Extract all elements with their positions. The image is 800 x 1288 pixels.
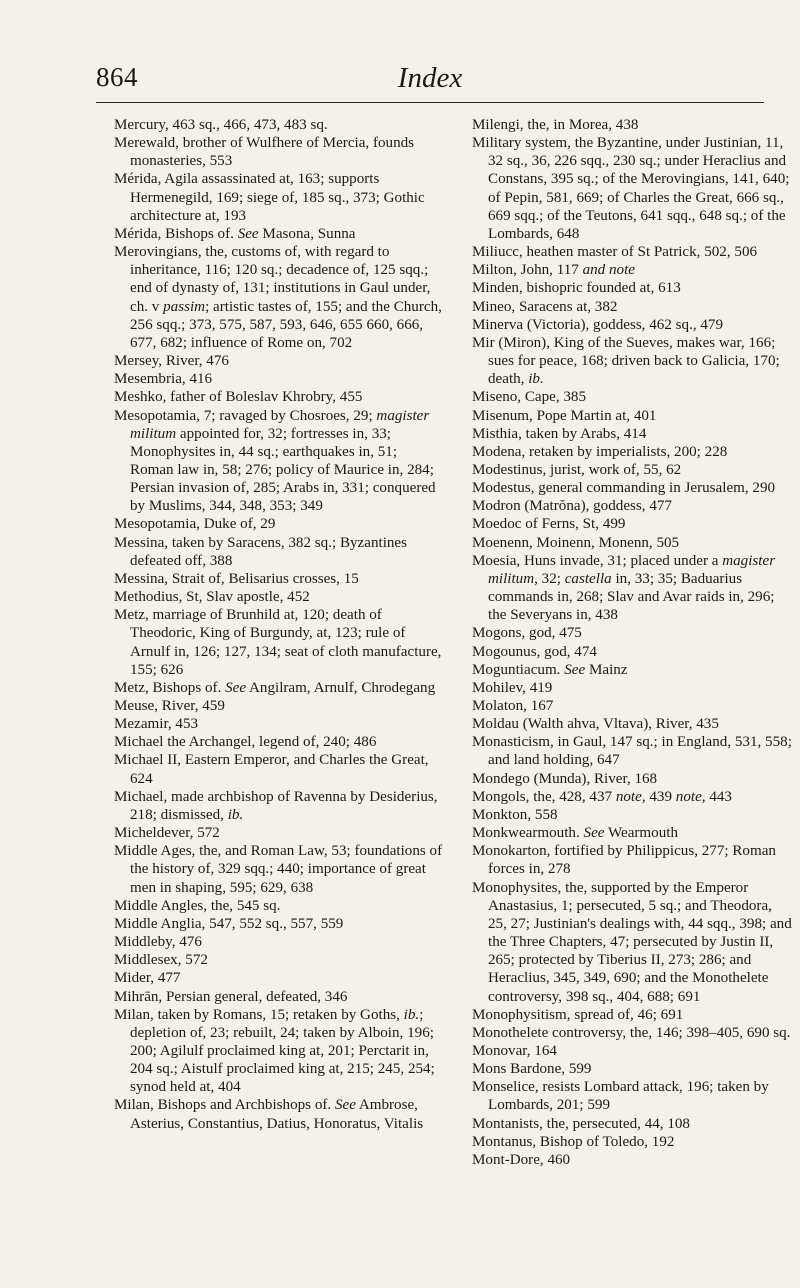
page-header <box>96 62 764 102</box>
index-entry: Milengi, the, in Morea, 438 <box>472 117 639 133</box>
index-entry: Monkton, 558 <box>472 806 558 823</box>
index-entry: Modestinus, jurist, work of, 55, 62 <box>472 461 682 478</box>
index-entry: Minerva (Victoria), goddess, 462 sq., 479 <box>472 316 724 333</box>
index-entry: Middle Anglia, 547, 552 sq., 557, 559 <box>114 915 344 932</box>
index-entry: Michael II, Eastern Emperor, and Charles the Great, 624 <box>114 752 429 787</box>
index-entry: Meshko, father of Boleslav Khrobry, 455 <box>114 389 363 406</box>
index-column-right <box>472 116 792 1169</box>
index-entry: Mercury, 463 sq., 466, 473, 483 sq. <box>114 117 328 133</box>
index-entry: Micheldever, 572 <box>114 825 220 842</box>
index-entry: Mogounus, god, 474 <box>472 643 597 660</box>
index-entry: Mir (Miron), King of the Sueves, makes war, 166; sues for peace, 168; driven back to Galicia, 170; death, ib. <box>472 334 780 388</box>
index-entry: Monophysites, the, supported by the Emperor Anastasius, 1; persecuted, 5 sq.; and Theodora, 25, 27; Justinian's dealings with, 44 sqq., 398; and the Three Chapters, 47; persecuted by Justin II, 265; protected by Tiberius II, 273; 286; and Heraclius, 345, 349, 690; and the Monothelete controversy, 398 sq., 404, 688; 691 <box>472 879 792 1005</box>
index-entry: Moguntiacum. See Mainz <box>472 661 628 678</box>
index-column-left <box>114 116 444 1133</box>
index-entry: Moesia, Huns invade, 31; placed under a magister militum, 32; castella in, 33; 35; Baduarius commands in, 268; Slav and Avar raids in, 296; the Severyans in, 438 <box>472 552 776 624</box>
index-entry: Middle Ages, the, and Roman Law, 53; foundations of the history of, 329 sqq.; 440; importance of great men in shaping, 595; 629, 638 <box>114 843 443 896</box>
index-entry: Mérida, Agila assassinated at, 163; supports Hermenegild, 169; siege of, 185 sq., 373; Gothic architecture at, 193 <box>114 171 425 224</box>
index-entry: Mongols, the, 428, 437 note, 439 note, 443 <box>472 788 732 805</box>
index-entry: Messina, taken by Saracens, 382 sq.; Byzantines defeated off, 388 <box>114 534 408 569</box>
index-entry: Mezamir, 453 <box>114 716 199 733</box>
index-entry: Miliucc, heathen master of St Patrick, 502, 506 <box>472 244 758 261</box>
index-entry: Metz, Bishops of. See Angilram, Arnulf, Chrodegang <box>114 679 436 696</box>
index-entry: Milan, Bishops and Archbishops of. See Ambrose, Asterius, Constantius, Datius, Honoratus, Vitalis <box>114 1097 424 1132</box>
index-entry: Modron (Matrŏna), goddess, 477 <box>472 498 672 515</box>
index-entry: Monkwearmouth. See Wearmouth <box>472 825 679 842</box>
index-entry: Middle Angles, the, 545 sq. <box>114 897 281 914</box>
index-entry: Michael, made archbishop of Ravenna by Desiderius, 218; dismissed, ib. <box>114 788 438 823</box>
index-entry: Middleby, 476 <box>114 934 202 951</box>
index-entry: Monothelete controversy, the, 146; 398–405, 690 sq. <box>472 1024 791 1041</box>
index-entry: Merewald, brother of Wulfhere of Mercia, founds monasteries, 553 <box>114 135 415 170</box>
index-entry: Monasticism, in Gaul, 147 sq.; in England, 531, 558; and land holding, 647 <box>472 734 792 769</box>
index-entry: Mesopotamia, 7; ravaged by Chosroes, 29; magister militum appointed for, 32; fortresses in, 33; Monophysites in, 44 sq.; earthquakes in, 51; Roman law in, 58; 276; policy of Maurice in, 284; Persian invasion of, 285; Arabs in, 331; conquered by Muslims, 344, 348, 353; 349 <box>114 407 436 515</box>
index-entry: Meuse, River, 459 <box>114 698 225 714</box>
index-entry: Modena, retaken by imperialists, 200; 228 <box>472 443 728 460</box>
index-entry: Monselice, resists Lombard attack, 196; taken by Lombards, 201; 599 <box>472 1079 769 1114</box>
index-entry: Moedoc of Ferns, St, 499 <box>472 516 626 533</box>
index-entry: Mondego (Munda), River, 168 <box>472 770 658 787</box>
index-entry: Mesembria, 416 <box>114 371 213 388</box>
index-entry: Milton, John, 117 and note <box>472 262 635 279</box>
index-entry: Methodius, St, Slav apostle, 452 <box>114 589 310 606</box>
index-entry: Montanists, the, persecuted, 44, 108 <box>472 1115 690 1132</box>
index-entry: Modestus, general commanding in Jerusalem, 290 <box>472 480 776 497</box>
index-entry: Mider, 477 <box>114 970 181 987</box>
index-entry: Montanus, Bishop of Toledo, 192 <box>472 1133 675 1150</box>
index-entry: Metz, marriage of Brunhild at, 120; death of Theodoric, King of Burgundy, at, 123; rule of Arnulf in, 126; 127, 134; seat of cloth manufacture, 155; 626 <box>114 607 442 678</box>
index-entry: Mineo, Saracens at, 382 <box>472 298 618 315</box>
index-entry: Military system, the Byzantine, under Justinian, 11, 32 sq., 36, 226 sqq., 230 sq.; under Heraclius and Constans, 395 sq.; of the Merovingians, 141, 640; of Pepin, 581, 669; of Charles the Great, 666 sq., 669 sqq.; of the Teutons, 641 sqq., 648 sq.; of the Lombards, 648 <box>472 135 790 242</box>
index-entry: Monovar, 164 <box>472 1042 557 1059</box>
index-entry: Minden, bishopric founded at, 613 <box>472 280 681 297</box>
index-entry: Messina, Strait of, Belisarius crosses, 15 <box>114 570 359 587</box>
index-entry: Misenum, Pope Martin at, 401 <box>472 407 657 424</box>
index-entry: Mohilev, 419 <box>472 679 553 696</box>
index-entry: Mérida, Bishops of. See Masona, Sunna <box>114 225 356 242</box>
index-entry: Mersey, River, 476 <box>114 353 229 370</box>
index-entry: Mogons, god, 475 <box>472 625 582 642</box>
index-entry: Moenenn, Moinenn, Monenn, 505 <box>472 534 680 551</box>
index-entry: Mont-Dore, 460 <box>472 1151 571 1168</box>
index-entry: Middlesex, 572 <box>114 952 208 969</box>
index-entry: Mons Bardone, 599 <box>472 1061 592 1078</box>
index-entry: Monophysitism, spread of, 46; 691 <box>472 1006 684 1023</box>
index-entry: Mihrān, Persian general, defeated, 346 <box>114 988 348 1005</box>
page-title: Index <box>397 62 463 94</box>
index-entry: Mesopotamia, Duke of, 29 <box>114 516 276 533</box>
header-rule <box>96 102 764 103</box>
index-entry: Miseno, Cape, 385 <box>472 389 587 406</box>
index-entry: Merovingians, the, customs of, with regard to inheritance, 116; 120 sq.; decadence of, 125 sqq.; end of dynasty of, 131; institutions in Gaul under, ch. v passim; artistic tastes of, 155; and the Church, 256 sqq.; 373, 575, 587, 593, 646, 655 660, 666, 677, 682; influence of Rome on, 702 <box>114 244 442 351</box>
index-entry: Michael the Archangel, legend of, 240; 486 <box>114 734 377 751</box>
index-entry: Misthia, taken by Arabs, 414 <box>472 425 647 442</box>
index-entry: Molaton, 167 <box>472 698 554 714</box>
page-number: 864 <box>96 62 138 92</box>
index-entry: Milan, taken by Romans, 15; retaken by Goths, ib.; depletion of, 23; rebuilt, 24; taken by Alboin, 196; 200; Agilulf proclaimed king at, 201; Perctarit in, 204 sq.; Aistulf proclaimed king at, 215; 245, 254; synod held at, 404 <box>114 1006 435 1096</box>
index-entry: Moldau (Walth ahva, Vltava), River, 435 <box>472 716 719 733</box>
index-entry: Monokarton, fortified by Philippicus, 277; Roman forces in, 278 <box>472 843 776 878</box>
